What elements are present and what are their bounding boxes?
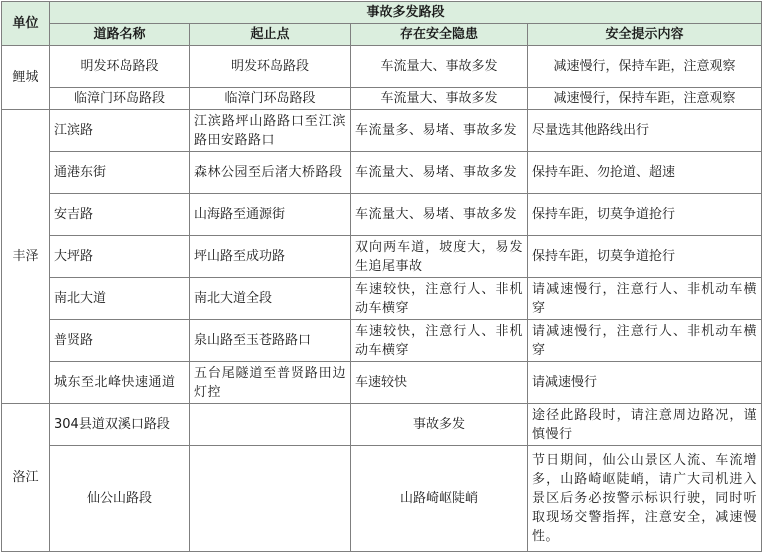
range-cell: 南北大道全段 [190,278,351,320]
hazard-cell: 车流量大、事故多发 [351,46,528,88]
table-row [2,320,762,362]
hazard-cell: 车流量多、易堵、事故多发 [351,110,528,152]
road-cell: 江滨路 [50,110,190,152]
range-cell [190,446,351,552]
road-name-header: 道路名称 [50,24,190,46]
tip-cell: 保持车距，切莫争道抢行 [528,236,762,278]
road-cell: 临漳门环岛路段 [50,88,190,110]
table-row [2,404,762,446]
table-row [2,46,762,88]
tip-cell: 请减速慢行 [528,362,762,404]
header-row-1 [2,2,762,24]
road-cell: 安吉路 [50,194,190,236]
road-cell: 明发环岛路段 [50,46,190,88]
table-row [2,236,762,278]
road-cell: 城东至北峰快速通道 [50,362,190,404]
unit-cell-licheng: 鲤城 [2,46,50,110]
table-row [2,278,762,320]
road-cell: 普贤路 [50,320,190,362]
tip-cell: 请减速慢行，注意行人、非机动车横穿 [528,320,762,362]
range-cell: 森林公园至后渚大桥路段 [190,152,351,194]
hazard-cell: 车流量大、易堵、事故多发 [351,152,528,194]
tip-cell: 减速慢行，保持车距，注意观察 [528,88,762,110]
hazard-header: 存在安全隐患 [351,24,528,46]
unit-header: 单位 [2,2,50,46]
road-cell: 304县道双溪口路段 [50,404,190,446]
table-row [2,446,762,552]
tip-header: 安全提示内容 [528,24,762,46]
road-cell: 南北大道 [50,278,190,320]
range-cell: 山海路至通源街 [190,194,351,236]
hazard-cell: 事故多发 [351,404,528,446]
tip-cell: 尽量选其他路线出行 [528,110,762,152]
table-row [2,152,762,194]
range-header: 起止点 [190,24,351,46]
hazard-cell: 车流量大、事故多发 [351,88,528,110]
hazard-cell: 车速较快，注意行人、非机动车横穿 [351,320,528,362]
group-header: 事故多发路段 [50,2,762,24]
unit-cell-luojiang: 洛江 [2,404,50,552]
table-row [2,88,762,110]
table-row [2,110,762,152]
tip-cell: 节日期间，仙公山景区人流、车流增多，山路崎岖陡峭，请广大司机进入景区后务必按警示标识行驶，同时听取现场交警指挥，注意安全，减速慢性。 [528,446,762,552]
range-cell [190,404,351,446]
table-row [2,362,762,404]
table-row [2,194,762,236]
range-cell: 江滨路坪山路路口至江滨路田安路路口 [190,110,351,152]
tip-cell: 保持车距，切莫争道抢行 [528,194,762,236]
unit-cell-fengze: 丰泽 [2,110,50,404]
road-cell: 通港东街 [50,152,190,194]
range-cell: 临漳门环岛路段 [190,88,351,110]
accident-roads-table [1,1,762,552]
range-cell: 坪山路至成功路 [190,236,351,278]
road-cell: 仙公山路段 [50,446,190,552]
hazard-cell: 山路崎岖陡峭 [351,446,528,552]
hazard-cell: 车流量大、易堵、事故多发 [351,194,528,236]
tip-cell: 请减速慢行，注意行人、非机动车横穿 [528,278,762,320]
tip-cell: 保持车距、勿抢道、超速 [528,152,762,194]
road-cell: 大坪路 [50,236,190,278]
header-row-2 [2,24,762,46]
hazard-cell: 车速较快 [351,362,528,404]
hazard-cell: 双向两车道，坡度大，易发生追尾事故 [351,236,528,278]
range-cell: 五台尾隧道至普贤路田边灯控 [190,362,351,404]
range-cell: 泉山路至玉苍路路口 [190,320,351,362]
hazard-cell: 车速较快，注意行人、非机动车横穿 [351,278,528,320]
tip-cell: 减速慢行，保持车距，注意观察 [528,46,762,88]
tip-cell: 途径此路段时，请注意周边路况，谨慎慢行 [528,404,762,446]
range-cell: 明发环岛路段 [190,46,351,88]
